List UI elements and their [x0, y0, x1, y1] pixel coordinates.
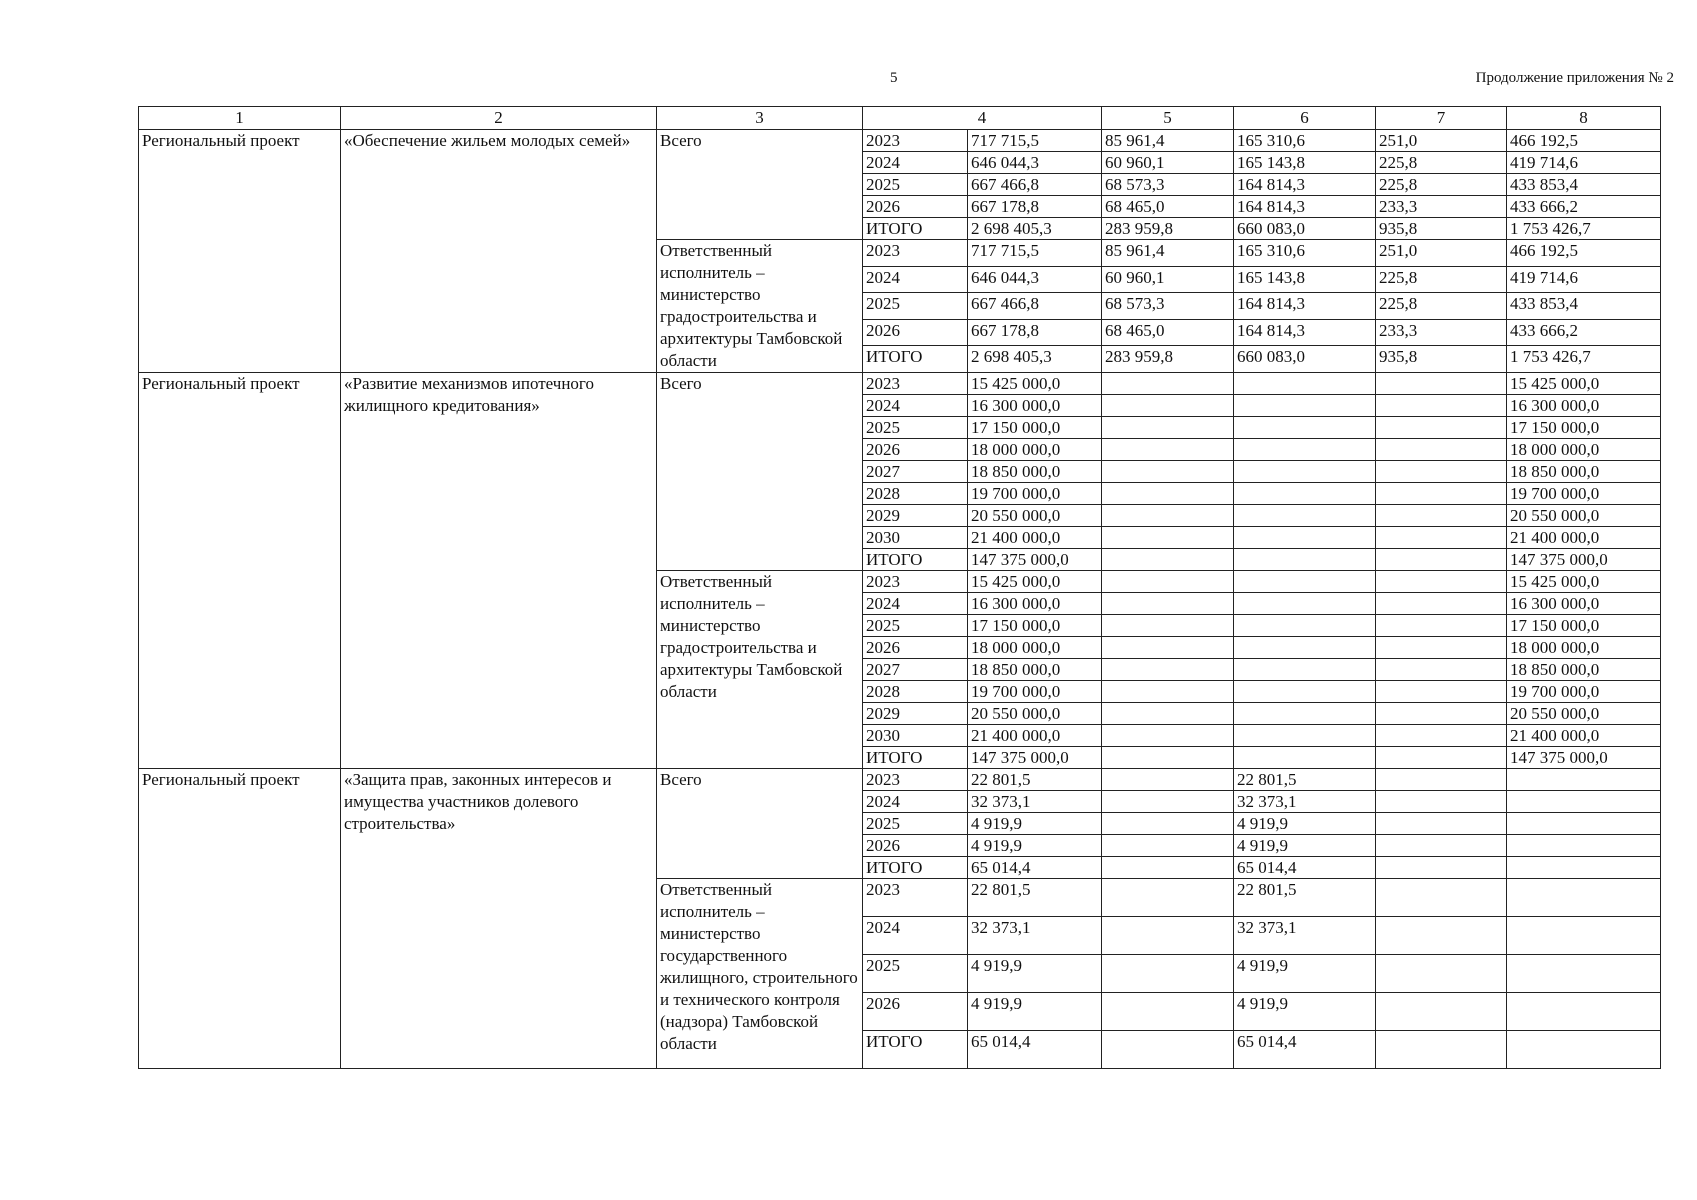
table-row [139, 769, 1661, 791]
amount-total-cell: 667 178,8 [968, 319, 1102, 346]
amount-col7-cell [1376, 461, 1507, 483]
amount-col7-cell: 935,8 [1376, 218, 1507, 240]
column-number: 1 [139, 107, 341, 130]
amount-col6-cell [1234, 725, 1376, 747]
amount-col5-cell [1102, 813, 1234, 835]
year-cell: 2024 [863, 152, 968, 174]
amount-col5-cell [1102, 955, 1234, 993]
amount-col8-cell: 433 666,2 [1507, 196, 1661, 218]
year-cell: ИТОГО [863, 218, 968, 240]
amount-total-cell: 19 700 000,0 [968, 483, 1102, 505]
amount-total-cell: 15 425 000,0 [968, 571, 1102, 593]
amount-total-cell: 667 466,8 [968, 293, 1102, 320]
amount-col8-cell: 17 150 000,0 [1507, 615, 1661, 637]
amount-total-cell: 65 014,4 [968, 1031, 1102, 1069]
year-cell: 2023 [863, 373, 968, 395]
amount-col8-cell [1507, 813, 1661, 835]
amount-total-cell: 147 375 000,0 [968, 747, 1102, 769]
amount-total-cell: 17 150 000,0 [968, 417, 1102, 439]
amount-total-cell: 646 044,3 [968, 152, 1102, 174]
amount-col7-cell [1376, 373, 1507, 395]
amount-col8-cell [1507, 769, 1661, 791]
amount-col5-cell [1102, 791, 1234, 813]
amount-col8-cell: 18 850 000,0 [1507, 659, 1661, 681]
year-cell: 2025 [863, 615, 968, 637]
amount-col6-cell: 165 143,8 [1234, 266, 1376, 293]
amount-col8-cell [1507, 1031, 1661, 1069]
amount-col8-cell: 21 400 000,0 [1507, 527, 1661, 549]
amount-total-cell: 667 466,8 [968, 174, 1102, 196]
amount-col7-cell [1376, 593, 1507, 615]
amount-col8-cell [1507, 917, 1661, 955]
year-cell: 2030 [863, 725, 968, 747]
amount-total-cell: 18 850 000,0 [968, 461, 1102, 483]
amount-col5-cell [1102, 527, 1234, 549]
amount-col5-cell: 68 465,0 [1102, 196, 1234, 218]
executor-cell: Всего [657, 769, 863, 879]
column-number: 2 [341, 107, 657, 130]
amount-total-cell: 4 919,9 [968, 835, 1102, 857]
amount-col5-cell: 60 960,1 [1102, 266, 1234, 293]
amount-col8-cell: 18 000 000,0 [1507, 637, 1661, 659]
year-cell: 2025 [863, 955, 968, 993]
project-type-cell: Региональный проект [139, 769, 341, 1069]
amount-total-cell: 4 919,9 [968, 993, 1102, 1031]
year-cell: 2026 [863, 637, 968, 659]
amount-col5-cell [1102, 993, 1234, 1031]
budget-table [138, 106, 1661, 1069]
year-cell: ИТОГО [863, 747, 968, 769]
amount-col8-cell [1507, 993, 1661, 1031]
amount-col8-cell: 19 700 000,0 [1507, 483, 1661, 505]
amount-col6-cell [1234, 461, 1376, 483]
column-number: 6 [1234, 107, 1376, 130]
amount-total-cell: 2 698 405,3 [968, 346, 1102, 373]
year-cell: 2024 [863, 395, 968, 417]
amount-col7-cell [1376, 417, 1507, 439]
amount-col7-cell [1376, 955, 1507, 993]
amount-col5-cell [1102, 681, 1234, 703]
amount-col6-cell: 65 014,4 [1234, 857, 1376, 879]
amount-col6-cell [1234, 483, 1376, 505]
amount-col8-cell [1507, 857, 1661, 879]
amount-col7-cell: 251,0 [1376, 130, 1507, 152]
amount-total-cell: 646 044,3 [968, 266, 1102, 293]
year-cell: 2027 [863, 659, 968, 681]
amount-total-cell: 16 300 000,0 [968, 593, 1102, 615]
amount-col6-cell: 164 814,3 [1234, 319, 1376, 346]
amount-col5-cell [1102, 505, 1234, 527]
amount-col6-cell [1234, 395, 1376, 417]
amount-col7-cell [1376, 549, 1507, 571]
amount-col5-cell [1102, 571, 1234, 593]
amount-col8-cell: 1 753 426,7 [1507, 346, 1661, 373]
amount-col5-cell [1102, 857, 1234, 879]
amount-col7-cell [1376, 879, 1507, 917]
amount-col5-cell [1102, 417, 1234, 439]
amount-col6-cell: 4 919,9 [1234, 813, 1376, 835]
year-cell: 2029 [863, 505, 968, 527]
executor-cell: Всего [657, 373, 863, 571]
amount-total-cell: 22 801,5 [968, 879, 1102, 917]
year-cell: 2027 [863, 461, 968, 483]
amount-col8-cell: 466 192,5 [1507, 240, 1661, 267]
amount-col6-cell: 4 919,9 [1234, 993, 1376, 1031]
amount-total-cell: 18 850 000,0 [968, 659, 1102, 681]
amount-total-cell: 18 000 000,0 [968, 439, 1102, 461]
amount-col5-cell: 85 961,4 [1102, 240, 1234, 267]
amount-total-cell: 4 919,9 [968, 813, 1102, 835]
amount-col5-cell [1102, 1031, 1234, 1069]
column-number: 7 [1376, 107, 1507, 130]
amount-col6-cell: 4 919,9 [1234, 835, 1376, 857]
amount-col8-cell [1507, 791, 1661, 813]
amount-col7-cell [1376, 439, 1507, 461]
amount-col8-cell: 419 714,6 [1507, 266, 1661, 293]
year-cell: 2030 [863, 527, 968, 549]
amount-col7-cell: 225,8 [1376, 174, 1507, 196]
amount-col8-cell: 16 300 000,0 [1507, 593, 1661, 615]
amount-col7-cell: 233,3 [1376, 196, 1507, 218]
amount-col5-cell [1102, 917, 1234, 955]
amount-col5-cell: 283 959,8 [1102, 346, 1234, 373]
amount-col6-cell [1234, 659, 1376, 681]
amount-total-cell: 32 373,1 [968, 917, 1102, 955]
amount-col7-cell: 225,8 [1376, 293, 1507, 320]
year-cell: 2028 [863, 681, 968, 703]
amount-col6-cell [1234, 549, 1376, 571]
amount-col8-cell: 147 375 000,0 [1507, 549, 1661, 571]
amount-col7-cell [1376, 791, 1507, 813]
amount-col8-cell: 21 400 000,0 [1507, 725, 1661, 747]
executor-cell: Всего [657, 130, 863, 240]
amount-col6-cell: 32 373,1 [1234, 917, 1376, 955]
amount-col5-cell: 60 960,1 [1102, 152, 1234, 174]
amount-col7-cell [1376, 571, 1507, 593]
amount-col6-cell [1234, 681, 1376, 703]
project-type-cell: Региональный проект [139, 130, 341, 373]
amount-col7-cell [1376, 1031, 1507, 1069]
amount-col8-cell: 433 853,4 [1507, 174, 1661, 196]
amount-col6-cell [1234, 637, 1376, 659]
year-cell: ИТОГО [863, 346, 968, 373]
year-cell: 2023 [863, 769, 968, 791]
amount-col5-cell [1102, 835, 1234, 857]
year-cell: 2026 [863, 835, 968, 857]
amount-col7-cell [1376, 505, 1507, 527]
year-cell: 2026 [863, 319, 968, 346]
amount-col8-cell: 419 714,6 [1507, 152, 1661, 174]
page-number: 5 [890, 70, 898, 86]
amount-col8-cell: 18 850 000,0 [1507, 461, 1661, 483]
amount-col7-cell [1376, 813, 1507, 835]
amount-col5-cell [1102, 549, 1234, 571]
amount-total-cell: 32 373,1 [968, 791, 1102, 813]
executor-cell: Ответственный исполнитель – министерство государственного жилищного, строительного и технического контроля (надзора) Тамбовской области [657, 879, 863, 1069]
year-cell: 2023 [863, 240, 968, 267]
amount-col7-cell [1376, 527, 1507, 549]
project-name-cell: «Обеспечение жильем молодых семей» [341, 130, 657, 373]
amount-col8-cell: 433 853,4 [1507, 293, 1661, 320]
amount-col6-cell: 22 801,5 [1234, 769, 1376, 791]
amount-col5-cell [1102, 373, 1234, 395]
amount-total-cell: 717 715,5 [968, 130, 1102, 152]
amount-col6-cell: 165 310,6 [1234, 240, 1376, 267]
year-cell: 2024 [863, 917, 968, 955]
amount-col8-cell [1507, 879, 1661, 917]
project-name-cell: «Развитие механизмов ипотечного жилищного кредитования» [341, 373, 657, 769]
amount-col5-cell [1102, 879, 1234, 917]
year-cell: 2025 [863, 174, 968, 196]
amount-col5-cell [1102, 659, 1234, 681]
amount-col8-cell [1507, 835, 1661, 857]
amount-col5-cell [1102, 461, 1234, 483]
amount-col6-cell [1234, 505, 1376, 527]
year-cell: 2026 [863, 993, 968, 1031]
amount-total-cell: 2 698 405,3 [968, 218, 1102, 240]
amount-total-cell: 147 375 000,0 [968, 549, 1102, 571]
amount-total-cell: 21 400 000,0 [968, 527, 1102, 549]
amount-col7-cell [1376, 659, 1507, 681]
amount-col6-cell: 165 310,6 [1234, 130, 1376, 152]
column-number: 8 [1507, 107, 1661, 130]
amount-col6-cell [1234, 703, 1376, 725]
amount-col7-cell: 225,8 [1376, 152, 1507, 174]
amount-col5-cell [1102, 395, 1234, 417]
year-cell: 2026 [863, 439, 968, 461]
year-cell: 2025 [863, 417, 968, 439]
column-number: 3 [657, 107, 863, 130]
amount-total-cell: 667 178,8 [968, 196, 1102, 218]
project-name-cell: «Защита прав, законных интересов и имущества участников долевого строительства» [341, 769, 657, 1069]
amount-total-cell: 18 000 000,0 [968, 637, 1102, 659]
amount-col7-cell: 233,3 [1376, 319, 1507, 346]
amount-col5-cell: 85 961,4 [1102, 130, 1234, 152]
amount-col8-cell: 20 550 000,0 [1507, 703, 1661, 725]
amount-col6-cell: 164 814,3 [1234, 174, 1376, 196]
amount-col6-cell [1234, 747, 1376, 769]
amount-total-cell: 16 300 000,0 [968, 395, 1102, 417]
amount-total-cell: 4 919,9 [968, 955, 1102, 993]
amount-col6-cell [1234, 593, 1376, 615]
year-cell: 2023 [863, 879, 968, 917]
amount-col8-cell: 16 300 000,0 [1507, 395, 1661, 417]
appendix-note: Продолжение приложения № 2 [1475, 70, 1674, 86]
amount-col7-cell [1376, 993, 1507, 1031]
amount-col7-cell [1376, 637, 1507, 659]
amount-col6-cell: 164 814,3 [1234, 196, 1376, 218]
year-cell: ИТОГО [863, 857, 968, 879]
column-number-row [139, 107, 1661, 130]
amount-col6-cell [1234, 373, 1376, 395]
amount-col5-cell [1102, 747, 1234, 769]
table-row [139, 373, 1661, 395]
table-row [139, 130, 1661, 152]
amount-col6-cell: 660 083,0 [1234, 218, 1376, 240]
year-cell: 2029 [863, 703, 968, 725]
year-cell: 2023 [863, 130, 968, 152]
amount-col8-cell: 466 192,5 [1507, 130, 1661, 152]
amount-col5-cell [1102, 615, 1234, 637]
amount-col7-cell [1376, 769, 1507, 791]
amount-col5-cell [1102, 637, 1234, 659]
amount-col8-cell: 147 375 000,0 [1507, 747, 1661, 769]
amount-col7-cell [1376, 857, 1507, 879]
amount-col7-cell: 225,8 [1376, 266, 1507, 293]
amount-col6-cell [1234, 417, 1376, 439]
amount-total-cell: 717 715,5 [968, 240, 1102, 267]
year-cell: 2023 [863, 571, 968, 593]
year-cell: 2025 [863, 813, 968, 835]
amount-col8-cell: 15 425 000,0 [1507, 373, 1661, 395]
amount-col6-cell: 164 814,3 [1234, 293, 1376, 320]
amount-total-cell: 19 700 000,0 [968, 681, 1102, 703]
amount-col5-cell: 68 573,3 [1102, 293, 1234, 320]
amount-col6-cell [1234, 439, 1376, 461]
amount-col5-cell [1102, 483, 1234, 505]
table-body [139, 130, 1661, 1069]
column-number: 5 [1102, 107, 1234, 130]
amount-total-cell: 15 425 000,0 [968, 373, 1102, 395]
amount-col7-cell [1376, 835, 1507, 857]
year-cell: 2025 [863, 293, 968, 320]
amount-col5-cell: 283 959,8 [1102, 218, 1234, 240]
amount-col6-cell: 165 143,8 [1234, 152, 1376, 174]
amount-total-cell: 21 400 000,0 [968, 725, 1102, 747]
year-cell: ИТОГО [863, 549, 968, 571]
amount-col7-cell [1376, 917, 1507, 955]
amount-col6-cell: 4 919,9 [1234, 955, 1376, 993]
amount-col5-cell: 68 465,0 [1102, 319, 1234, 346]
executor-cell: Ответственный исполнитель – министерство градостроительства и архитектуры Тамбовской области [657, 240, 863, 373]
amount-col5-cell [1102, 593, 1234, 615]
year-cell: 2024 [863, 593, 968, 615]
amount-col5-cell [1102, 769, 1234, 791]
amount-col6-cell [1234, 571, 1376, 593]
amount-col5-cell: 68 573,3 [1102, 174, 1234, 196]
amount-total-cell: 65 014,4 [968, 857, 1102, 879]
amount-col7-cell [1376, 747, 1507, 769]
amount-col6-cell: 65 014,4 [1234, 1031, 1376, 1069]
amount-col7-cell [1376, 483, 1507, 505]
amount-col5-cell [1102, 725, 1234, 747]
amount-col7-cell: 935,8 [1376, 346, 1507, 373]
amount-col7-cell [1376, 681, 1507, 703]
year-cell: 2028 [863, 483, 968, 505]
project-type-cell: Региональный проект [139, 373, 341, 769]
amount-col7-cell [1376, 703, 1507, 725]
year-cell: 2026 [863, 196, 968, 218]
amount-col8-cell: 19 700 000,0 [1507, 681, 1661, 703]
year-cell: ИТОГО [863, 1031, 968, 1069]
amount-col8-cell: 20 550 000,0 [1507, 505, 1661, 527]
amount-total-cell: 20 550 000,0 [968, 703, 1102, 725]
amount-col6-cell [1234, 615, 1376, 637]
column-number: 4 [863, 107, 1102, 130]
amount-col5-cell [1102, 439, 1234, 461]
executor-cell: Ответственный исполнитель – министерство градостроительства и архитектуры Тамбовской области [657, 571, 863, 769]
year-cell: 2024 [863, 791, 968, 813]
amount-col8-cell: 433 666,2 [1507, 319, 1661, 346]
amount-col7-cell [1376, 395, 1507, 417]
amount-total-cell: 17 150 000,0 [968, 615, 1102, 637]
amount-col5-cell [1102, 703, 1234, 725]
amount-col7-cell [1376, 615, 1507, 637]
amount-col6-cell: 32 373,1 [1234, 791, 1376, 813]
amount-col8-cell [1507, 955, 1661, 993]
amount-total-cell: 22 801,5 [968, 769, 1102, 791]
amount-col6-cell: 660 083,0 [1234, 346, 1376, 373]
amount-col8-cell: 15 425 000,0 [1507, 571, 1661, 593]
amount-col8-cell: 1 753 426,7 [1507, 218, 1661, 240]
amount-col7-cell [1376, 725, 1507, 747]
amount-col8-cell: 17 150 000,0 [1507, 417, 1661, 439]
year-cell: 2024 [863, 266, 968, 293]
amount-col7-cell: 251,0 [1376, 240, 1507, 267]
amount-total-cell: 20 550 000,0 [968, 505, 1102, 527]
amount-col8-cell: 18 000 000,0 [1507, 439, 1661, 461]
amount-col6-cell: 22 801,5 [1234, 879, 1376, 917]
amount-col6-cell [1234, 527, 1376, 549]
